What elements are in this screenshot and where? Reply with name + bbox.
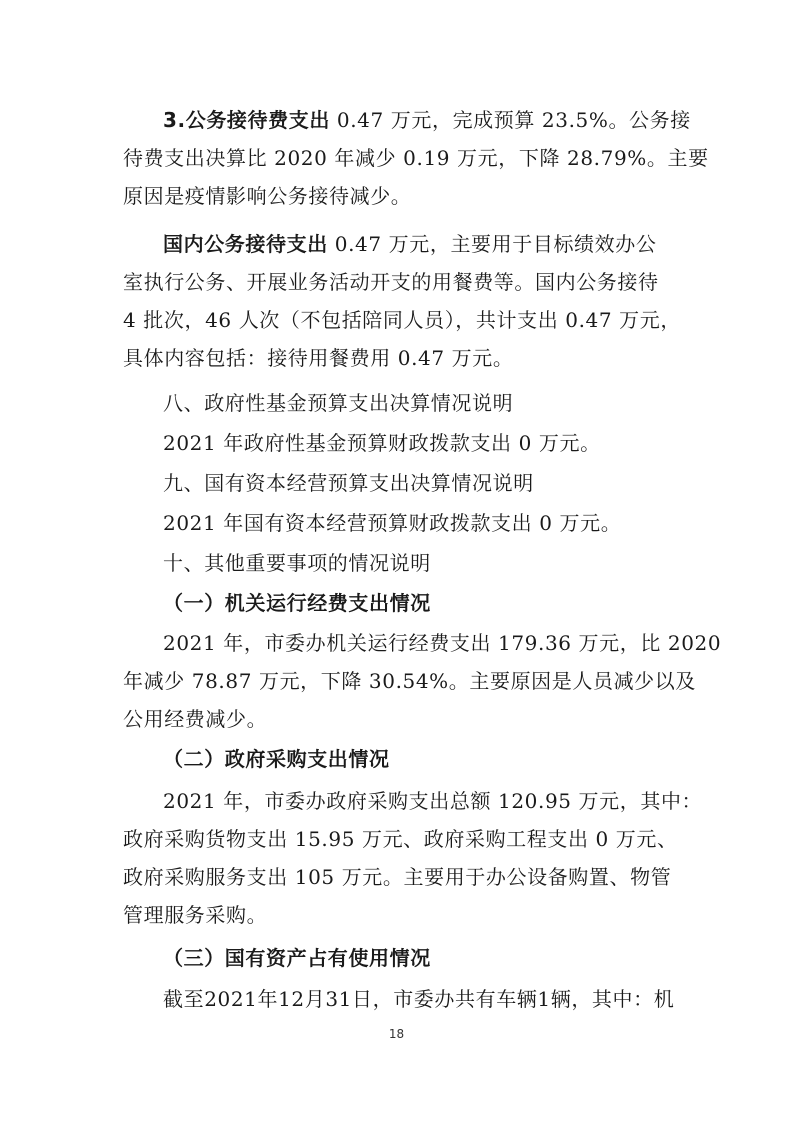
- text-line: [0, 105, 793, 135]
- line-text: 0.47 万元，主要用于目标绩效办公: [327, 232, 657, 256]
- text-line: 2021 年政府性基金预算财政拨款支出 0 万元。: [163, 431, 601, 455]
- page-number: 18: [388, 1027, 405, 1041]
- text-line: [0, 267, 793, 297]
- text-line: [0, 181, 793, 211]
- text-line: 政府采购货物支出 15.95 万元、政府采购工程支出 0 万元、: [123, 827, 678, 851]
- subsection-heading-1: （一）机关运行经费支出情况: [163, 591, 431, 615]
- section-heading-9: 九、国有资本经营预算支出决算情况说明: [163, 471, 534, 495]
- line-text: 室执行公务、开展业务活动开支的用餐费等。国内公务接待: [123, 270, 659, 294]
- bold-lead: 国内公务接待支出: [163, 232, 328, 256]
- text-line: 2021 年，市委办机关运行经费支出 179.36 万元，比 2020: [163, 631, 722, 655]
- text-line: [0, 305, 793, 335]
- line-text: 4 批次，46 人次（不包括陪同人员），共计支出 0.47 万元，: [123, 308, 681, 332]
- text-line: [0, 343, 793, 373]
- line-text: 原因是疫情影响公务接待减少。: [123, 184, 412, 208]
- text-line: [0, 229, 793, 259]
- text-line: 截至2021年12月31日，市委办共有车辆1辆，其中：机: [163, 987, 675, 1011]
- text-line: 管理服务采购。: [123, 903, 268, 927]
- text-line: 年减少 78.87 万元，下降 30.54%。主要原因是人员减少以及: [123, 669, 696, 693]
- text-line: 政府采购服务支出 105 万元。主要用于办公设备购置、物管: [123, 865, 672, 889]
- text-line: 2021 年国有资本经营预算财政拨款支出 0 万元。: [163, 511, 622, 535]
- line-text: 待费支出决算比 2020 年减少 0.19 万元，下降 28.79%。主要: [123, 146, 709, 170]
- text-line: 2021 年，市委办政府采购支出总额 120.95 万元，其中：: [163, 789, 703, 813]
- text-line: 公用经费减少。: [123, 707, 268, 731]
- section-heading-10: 十、其他重要事项的情况说明: [163, 551, 431, 575]
- text-line: [0, 143, 793, 173]
- subsection-heading-3: （三）国有资产占有使用情况: [163, 946, 431, 970]
- bold-lead: 3.公务接待费支出: [163, 108, 330, 132]
- line-text: 具体内容包括：接待用餐费用 0.47 万元。: [123, 346, 514, 370]
- subsection-heading-2: （二）政府采购支出情况: [163, 747, 390, 771]
- line-text: 0.47 万元，完成预算 23.5%。公务接: [329, 108, 691, 132]
- section-heading-8: 八、政府性基金预算支出决算情况说明: [163, 391, 514, 415]
